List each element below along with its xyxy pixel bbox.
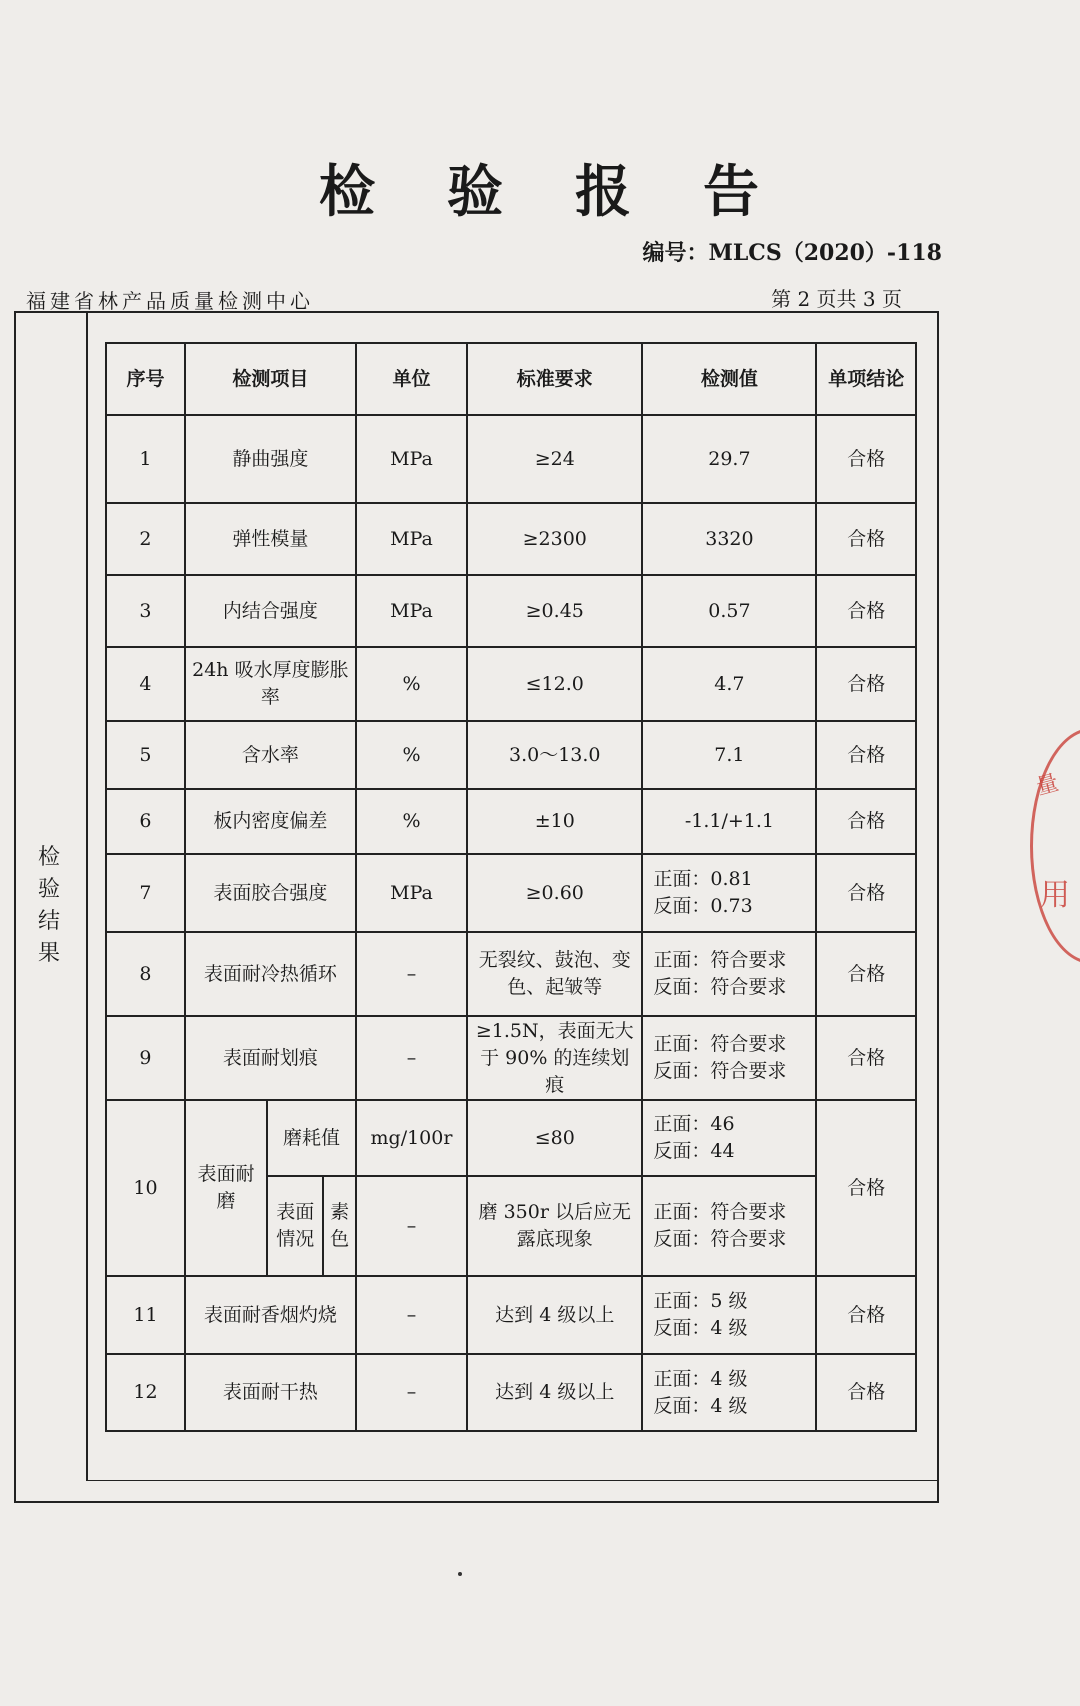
title-char: 验 [447,159,505,225]
header-no: 序号 [106,343,185,415]
row-no: 12 [106,1354,185,1431]
table-row [106,647,916,721]
row-req: 达到 4 级以上 [467,1354,642,1431]
row-val: 0.57 [642,575,816,647]
row-item: 静曲强度 [185,415,356,503]
row-no: 11 [106,1276,185,1354]
val-front: 正面：4 级 [653,1367,748,1390]
row-req: 无裂纹、鼓泡、变色、起皱等 [467,932,642,1016]
row-unit: – [356,1354,467,1431]
row-no: 8 [106,932,185,1016]
table-row [106,1276,916,1354]
table-header [106,343,916,415]
row-concl: 合格 [816,721,916,789]
row-unit: – [356,1176,467,1276]
side-label: 检验结果 [37,845,60,966]
title-char: 检 [319,159,377,225]
report-number: 编号：MLCS（2020）-118 [642,240,942,266]
row-concl: 合格 [816,575,916,647]
row-req: 磨 350r 以后应无露底现象 [467,1176,642,1276]
val-back: 反面：符合要求 [653,976,787,998]
table-row [106,575,916,647]
row-concl: 合格 [816,647,916,721]
table-row [106,721,916,789]
row-val [642,1016,816,1100]
row-unit: % [356,647,467,721]
row-concl: 合格 [816,1276,916,1354]
row-item: 表面耐干热 [185,1354,356,1431]
row-concl: 合格 [816,1100,916,1276]
row-no: 9 [106,1016,185,1100]
val-back: 反面：符合要求 [653,1228,787,1250]
row-val [642,1176,816,1276]
table-row [106,932,916,1016]
row-concl: 合格 [816,789,916,854]
table-row [106,415,916,503]
row-concl: 合格 [816,854,916,932]
row-item: 24h 吸水厚度膨胀率 [185,647,356,721]
row-item: 磨耗值 [267,1100,356,1176]
val-back: 反面：44 [653,1140,735,1162]
row-unit: % [356,721,467,789]
row-req: ≥0.60 [467,854,642,932]
val-back: 反面：符合要求 [653,1060,787,1082]
row-color: 素色 [323,1176,355,1276]
page-info: 第 2 页共 3 页 [771,287,902,311]
row-no: 5 [106,721,185,789]
row-item: 表面耐冷热循环 [185,932,356,1016]
row-unit: – [356,1276,467,1354]
row-concl: 合格 [816,932,916,1016]
row-unit: MPa [356,415,467,503]
row-group: 表面耐磨 [185,1100,267,1276]
row-concl: 合格 [816,1354,916,1431]
results-table [105,342,917,1432]
header-item: 检测项目 [185,343,356,415]
row-unit: MPa [356,575,467,647]
row-unit: MPa [356,854,467,932]
table-row [106,1016,916,1100]
row-req: 达到 4 级以上 [467,1276,642,1354]
val-front: 正面：0.81 [653,868,753,890]
row-no: 7 [106,854,185,932]
val-back: 反面：0.73 [653,895,753,917]
table-row [106,1354,916,1431]
row-val [642,932,816,1016]
row-no: 1 [106,415,185,503]
row-val [642,1276,816,1354]
table-row [106,854,916,932]
row-concl: 合格 [816,415,916,503]
header-val: 检测值 [642,343,816,415]
row-item: 表面胶合强度 [185,854,356,932]
frame-bottom-line [86,1480,939,1481]
row-concl: 合格 [816,503,916,575]
row-item: 表面耐划痕 [185,1016,356,1100]
speck [458,1572,462,1576]
frame-divider [86,311,88,1481]
row-req: ±10 [467,789,642,854]
row-val [642,854,816,932]
row-req: ≥24 [467,415,642,503]
title-char: 告 [703,159,761,225]
row-unit: MPa [356,503,467,575]
row-val: 7.1 [642,721,816,789]
stamp-text: 用 [1040,878,1070,913]
row-val [642,1100,816,1176]
row-req: 3.0～13.0 [467,721,642,789]
row-unit: – [356,932,467,1016]
row-unit: – [356,1016,467,1100]
table-row [106,1100,916,1176]
row-req: ≥2300 [467,503,642,575]
organization-name: 福建省林产品质量检测中心 [26,289,314,313]
header-unit: 单位 [356,343,467,415]
row-item: 内结合强度 [185,575,356,647]
row-req: ≥0.45 [467,575,642,647]
row-no: 10 [106,1100,185,1276]
row-val: 4.7 [642,647,816,721]
header-concl: 单项结论 [816,343,916,415]
val-front: 正面：符合要求 [653,1201,787,1223]
row-val: 29.7 [642,415,816,503]
row-item: 板内密度偏差 [185,789,356,854]
val-front: 正面：5 级 [653,1290,748,1312]
table-row [106,503,916,575]
row-concl: 合格 [816,1016,916,1100]
val-front: 正面：符合要求 [653,1033,787,1055]
title-char: 报 [575,159,633,225]
row-val: 3320 [642,503,816,575]
row-req: ≤12.0 [467,647,642,721]
report-title [0,148,1080,228]
row-item: 弹性模量 [185,503,356,575]
row-item: 含水率 [185,721,356,789]
row-val [642,1354,816,1431]
row-no: 3 [106,575,185,647]
val-front: 正面：符合要求 [653,949,787,971]
stamp-text: 量 [1033,770,1062,801]
row-unit: mg/100r [356,1100,467,1176]
row-no: 6 [106,789,185,854]
row-no: 2 [106,503,185,575]
val-back: 反面：4 级 [653,1394,748,1417]
row-item: 表面耐香烟灼烧 [185,1276,356,1354]
row-unit: % [356,789,467,854]
red-stamp [1030,728,1080,964]
row-val: -1.1/+1.1 [642,789,816,854]
row-subitem: 表面情况 [267,1176,323,1276]
table-row [106,789,916,854]
row-no: 4 [106,647,185,721]
header-req: 标准要求 [467,343,642,415]
row-req: ≤80 [467,1100,642,1176]
val-back: 反面：4 级 [653,1317,748,1339]
row-req: ≥1.5N，表面无大于 90% 的连续划痕 [467,1016,642,1100]
val-front: 正面：46 [653,1113,735,1135]
